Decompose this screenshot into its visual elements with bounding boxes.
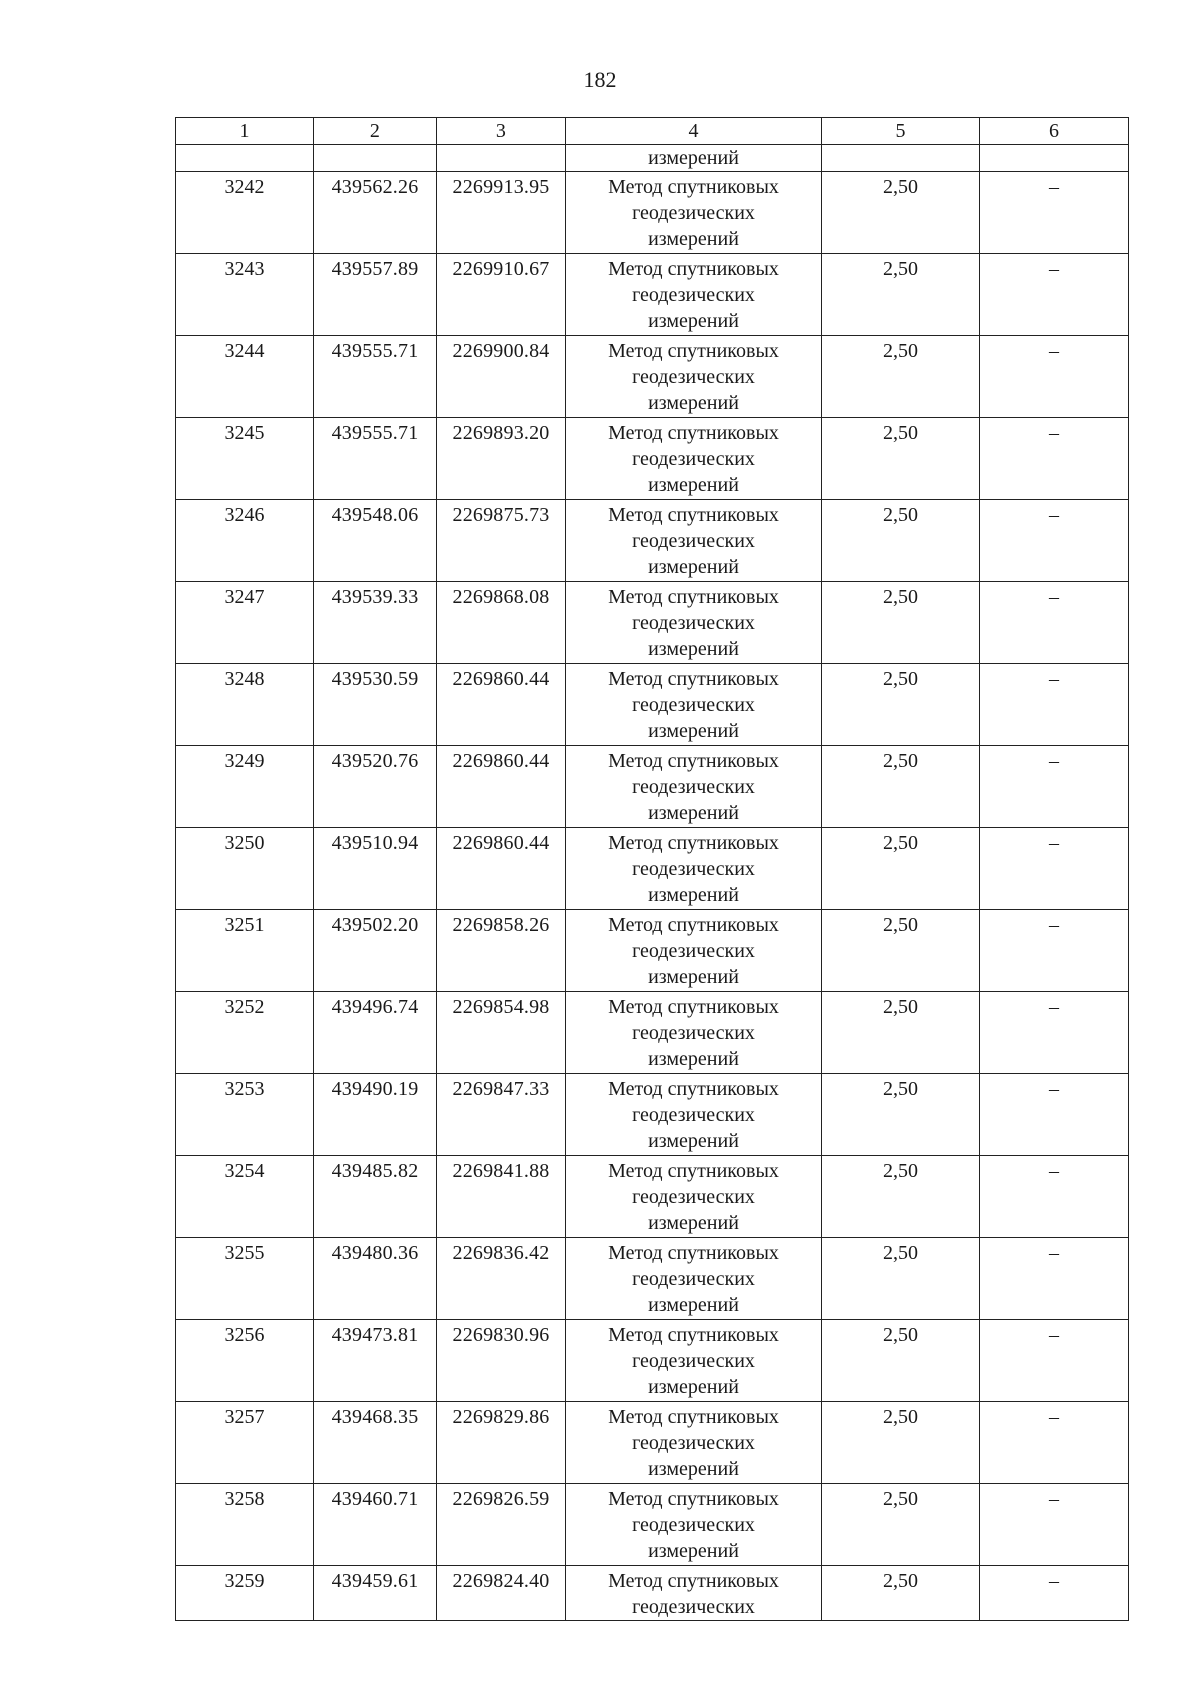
continuation-cell-6 (980, 145, 1129, 172)
header-cell-5: 5 (822, 118, 980, 145)
method-cell (566, 1156, 822, 1238)
note-cell: – (980, 910, 1129, 992)
note-cell: – (980, 1238, 1129, 1320)
table-row (176, 1566, 1129, 1621)
table-row (176, 1238, 1129, 1320)
table-row (176, 1320, 1129, 1402)
header-cell-4: 4 (566, 118, 822, 145)
note-cell: – (980, 500, 1129, 582)
y-coordinate-cell: 2269830.96 (437, 1320, 566, 1402)
method-line-1: Метод спутниковых (608, 668, 779, 690)
method-line-2: геодезических (632, 284, 755, 306)
method-line-2: геодезических (632, 202, 755, 224)
continuation-cell-5 (822, 145, 980, 172)
accuracy-cell: 2,50 (822, 418, 980, 500)
method-line-3: измерений (648, 474, 739, 496)
note-cell: – (980, 254, 1129, 336)
x-coordinate-cell: 439496.74 (314, 992, 437, 1074)
method-cell (566, 1320, 822, 1402)
method-line-3: измерений (648, 1048, 739, 1070)
method-line-1: Метод спутниковых (608, 1078, 779, 1100)
method-line-2: геодезических (632, 530, 755, 552)
accuracy-cell: 2,50 (822, 1566, 980, 1621)
table-row (176, 1156, 1129, 1238)
note-cell: – (980, 336, 1129, 418)
y-coordinate-cell: 2269826.59 (437, 1484, 566, 1566)
y-coordinate-cell: 2269868.08 (437, 582, 566, 664)
method-cell (566, 992, 822, 1074)
method-line-1: Метод спутниковых (608, 586, 779, 608)
point-number-cell: 3259 (176, 1566, 314, 1621)
x-coordinate-cell: 439460.71 (314, 1484, 437, 1566)
x-coordinate-cell: 439510.94 (314, 828, 437, 910)
method-line-2: геодезических (632, 366, 755, 388)
method-line-3: измерений (648, 1376, 739, 1398)
note-cell: – (980, 664, 1129, 746)
note-cell: – (980, 746, 1129, 828)
continuation-cell-2 (314, 145, 437, 172)
accuracy-cell: 2,50 (822, 992, 980, 1074)
accuracy-cell: 2,50 (822, 664, 980, 746)
method-line-1: Метод спутниковых (608, 258, 779, 280)
note-cell: – (980, 828, 1129, 910)
point-number-cell: 3250 (176, 828, 314, 910)
method-line-1: Метод спутниковых (608, 914, 779, 936)
table-row (176, 254, 1129, 336)
accuracy-cell: 2,50 (822, 1402, 980, 1484)
y-coordinate-cell: 2269893.20 (437, 418, 566, 500)
method-cell (566, 500, 822, 582)
method-cell (566, 336, 822, 418)
method-line-2: геодезических (632, 448, 755, 470)
method-line-2: геодезических (632, 776, 755, 798)
table-header-row (176, 118, 1129, 145)
accuracy-cell: 2,50 (822, 254, 980, 336)
header-cell-2: 2 (314, 118, 437, 145)
note-cell: – (980, 1320, 1129, 1402)
note-cell: – (980, 1074, 1129, 1156)
y-coordinate-cell: 2269910.67 (437, 254, 566, 336)
method-cell (566, 1238, 822, 1320)
x-coordinate-cell: 439459.61 (314, 1566, 437, 1621)
method-line-3: измерений (648, 1294, 739, 1316)
x-coordinate-cell: 439473.81 (314, 1320, 437, 1402)
method-line-2: геодезических (632, 1022, 755, 1044)
method-line-2: геодезических (632, 1350, 755, 1372)
point-number-cell: 3246 (176, 500, 314, 582)
method-line-3: измерений (648, 1212, 739, 1234)
method-cell (566, 1402, 822, 1484)
method-cell (566, 664, 822, 746)
accuracy-cell: 2,50 (822, 1074, 980, 1156)
note-cell: – (980, 582, 1129, 664)
point-number-cell: 3252 (176, 992, 314, 1074)
x-coordinate-cell: 439530.59 (314, 664, 437, 746)
accuracy-cell: 2,50 (822, 336, 980, 418)
header-cell-1: 1 (176, 118, 314, 145)
x-coordinate-cell: 439562.26 (314, 172, 437, 254)
accuracy-cell: 2,50 (822, 1156, 980, 1238)
table-row (176, 582, 1129, 664)
method-cell (566, 254, 822, 336)
table-row (176, 1402, 1129, 1484)
point-number-cell: 3254 (176, 1156, 314, 1238)
method-line-3: измерений (648, 720, 739, 742)
continuation-method-cell: измерений (566, 145, 822, 172)
method-line-2: геодезических (632, 1514, 755, 1536)
method-line-2: геодезических (632, 858, 755, 880)
coordinates-table (175, 117, 1129, 1621)
note-cell: – (980, 1402, 1129, 1484)
x-coordinate-cell: 439548.06 (314, 500, 437, 582)
accuracy-cell: 2,50 (822, 1238, 980, 1320)
method-cell (566, 1484, 822, 1566)
note-cell: – (980, 418, 1129, 500)
point-number-cell: 3249 (176, 746, 314, 828)
note-cell: – (980, 1566, 1129, 1621)
method-cell (566, 582, 822, 664)
accuracy-cell: 2,50 (822, 500, 980, 582)
point-number-cell: 3251 (176, 910, 314, 992)
point-number-cell: 3255 (176, 1238, 314, 1320)
continuation-row (176, 145, 1129, 172)
method-line-1: Метод спутниковых (608, 996, 779, 1018)
method-line-1: Метод спутниковых (608, 504, 779, 526)
method-cell (566, 910, 822, 992)
method-line-1: Метод спутниковых (608, 1406, 779, 1428)
method-line-1: Метод спутниковых (608, 1160, 779, 1182)
table-body (176, 118, 1129, 1621)
point-number-cell: 3253 (176, 1074, 314, 1156)
y-coordinate-cell: 2269860.44 (437, 746, 566, 828)
table-row (176, 172, 1129, 254)
method-cell (566, 828, 822, 910)
table-row (176, 1484, 1129, 1566)
method-line-3: измерений (648, 1540, 739, 1562)
method-cell (566, 1566, 822, 1621)
accuracy-cell: 2,50 (822, 746, 980, 828)
accuracy-cell: 2,50 (822, 172, 980, 254)
x-coordinate-cell: 439520.76 (314, 746, 437, 828)
continuation-cell-1 (176, 145, 314, 172)
header-cell-3: 3 (437, 118, 566, 145)
method-line-2: геодезических (632, 612, 755, 634)
method-line-2: геодезических (632, 1186, 755, 1208)
point-number-cell: 3257 (176, 1402, 314, 1484)
table-row (176, 992, 1129, 1074)
x-coordinate-cell: 439555.71 (314, 336, 437, 418)
method-line-1: Метод спутниковых (608, 832, 779, 854)
note-cell: – (980, 1484, 1129, 1566)
table-row (176, 910, 1129, 992)
point-number-cell: 3245 (176, 418, 314, 500)
y-coordinate-cell: 2269847.33 (437, 1074, 566, 1156)
method-line-3: измерений (648, 966, 739, 988)
method-line-1: Метод спутниковых (608, 750, 779, 772)
table-row (176, 418, 1129, 500)
method-line-1: Метод спутниковых (608, 1570, 779, 1592)
point-number-cell: 3247 (176, 582, 314, 664)
y-coordinate-cell: 2269913.95 (437, 172, 566, 254)
y-coordinate-cell: 2269841.88 (437, 1156, 566, 1238)
table-row (176, 828, 1129, 910)
accuracy-cell: 2,50 (822, 828, 980, 910)
method-line-2: геодезических (632, 694, 755, 716)
method-line-1: Метод спутниковых (608, 1324, 779, 1346)
method-line-3: измерений (648, 884, 739, 906)
method-line-3: измерений (648, 802, 739, 824)
accuracy-cell: 2,50 (822, 1320, 980, 1402)
y-coordinate-cell: 2269824.40 (437, 1566, 566, 1621)
y-coordinate-cell: 2269858.26 (437, 910, 566, 992)
x-coordinate-cell: 439480.36 (314, 1238, 437, 1320)
method-line-3: измерений (648, 392, 739, 414)
x-coordinate-cell: 439468.35 (314, 1402, 437, 1484)
point-number-cell: 3244 (176, 336, 314, 418)
accuracy-cell: 2,50 (822, 910, 980, 992)
table-row (176, 1074, 1129, 1156)
header-cell-6: 6 (980, 118, 1129, 145)
y-coordinate-cell: 2269860.44 (437, 664, 566, 746)
y-coordinate-cell: 2269900.84 (437, 336, 566, 418)
method-cell (566, 172, 822, 254)
method-line-2: геодезических (632, 1596, 755, 1618)
accuracy-cell: 2,50 (822, 1484, 980, 1566)
note-cell: – (980, 172, 1129, 254)
method-line-3: измерений (648, 1130, 739, 1152)
point-number-cell: 3243 (176, 254, 314, 336)
point-number-cell: 3258 (176, 1484, 314, 1566)
method-cell (566, 418, 822, 500)
x-coordinate-cell: 439502.20 (314, 910, 437, 992)
continuation-cell-3 (437, 145, 566, 172)
method-line-1: Метод спутниковых (608, 1242, 779, 1264)
method-line-2: геодезических (632, 940, 755, 962)
point-number-cell: 3248 (176, 664, 314, 746)
method-cell (566, 746, 822, 828)
y-coordinate-cell: 2269829.86 (437, 1402, 566, 1484)
table-row (176, 500, 1129, 582)
y-coordinate-cell: 2269860.44 (437, 828, 566, 910)
x-coordinate-cell: 439485.82 (314, 1156, 437, 1238)
point-number-cell: 3242 (176, 172, 314, 254)
y-coordinate-cell: 2269836.42 (437, 1238, 566, 1320)
table-row (176, 336, 1129, 418)
page-number: 182 (583, 67, 617, 92)
y-coordinate-cell: 2269875.73 (437, 500, 566, 582)
method-line-1: Метод спутниковых (608, 176, 779, 198)
x-coordinate-cell: 439557.89 (314, 254, 437, 336)
note-cell: – (980, 992, 1129, 1074)
method-line-1: Метод спутниковых (608, 340, 779, 362)
table-row (176, 746, 1129, 828)
method-line-3: измерений (648, 310, 739, 332)
method-cell (566, 1074, 822, 1156)
method-line-2: геодезических (632, 1432, 755, 1454)
accuracy-cell: 2,50 (822, 582, 980, 664)
point-number-cell: 3256 (176, 1320, 314, 1402)
method-line-1: Метод спутниковых (608, 422, 779, 444)
note-cell: – (980, 1156, 1129, 1238)
x-coordinate-cell: 439490.19 (314, 1074, 437, 1156)
method-line-1: Метод спутниковых (608, 1488, 779, 1510)
method-line-3: измерений (648, 556, 739, 578)
method-line-2: геодезических (632, 1268, 755, 1290)
x-coordinate-cell: 439539.33 (314, 582, 437, 664)
x-coordinate-cell: 439555.71 (314, 418, 437, 500)
y-coordinate-cell: 2269854.98 (437, 992, 566, 1074)
method-line-3: измерений (648, 638, 739, 660)
method-line-2: геодезических (632, 1104, 755, 1126)
method-line-3: измерений (648, 1458, 739, 1480)
table-row (176, 664, 1129, 746)
method-line-3: измерений (648, 228, 739, 250)
